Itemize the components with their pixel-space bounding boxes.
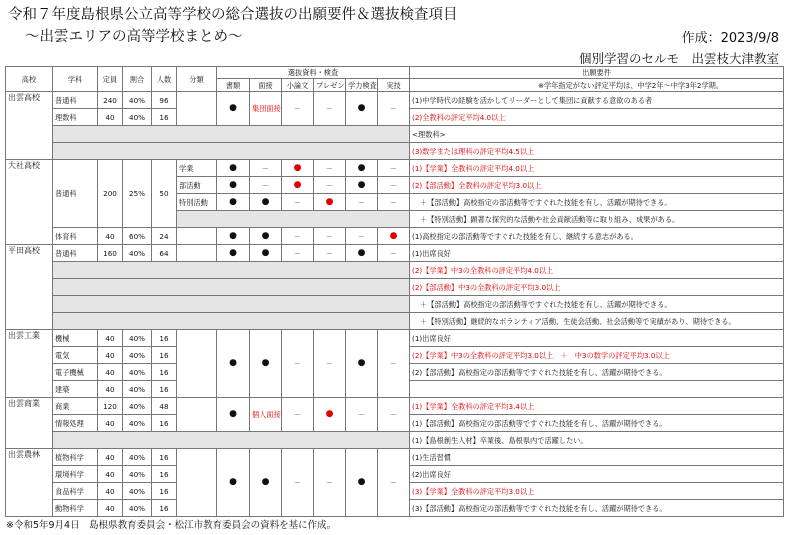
requirement-cell: (3)数学または理科の評定平均4.5以上 <box>410 143 784 160</box>
mark-cell: － <box>314 330 346 398</box>
capacity-cell: 40 <box>98 347 123 364</box>
course-cell: 体育科 <box>53 228 98 245</box>
blank-cell <box>53 279 410 296</box>
mark-cell: － <box>314 92 346 126</box>
requirement-cell: (1)【学業】全教科の評定平均3.4以上 <box>410 398 784 415</box>
category-cell: 学業 <box>177 160 217 177</box>
mark-cell: ● <box>346 177 378 194</box>
category-cell <box>177 92 217 126</box>
ratio-cell: 40% <box>123 109 152 126</box>
mark-cell: ● <box>217 398 250 432</box>
mark-cell: ● <box>282 160 314 177</box>
table-row <box>6 279 784 296</box>
mark-cell: － <box>282 330 314 398</box>
course-cell: 電気 <box>53 347 98 364</box>
requirement-cell: (2)【部活動】高校指定の部活動等ですぐれた技能を有し、活躍が期待できる。 <box>410 364 784 381</box>
school-cell: 出雲商業 <box>6 398 53 449</box>
requirement-cell: (1)出席良好 <box>410 245 784 262</box>
category-cell: 部活動 <box>177 177 217 194</box>
requirement-cell <box>410 347 784 364</box>
table-row <box>6 313 784 330</box>
mark-cell: ● <box>217 92 250 126</box>
course-cell: 動物科学 <box>53 500 98 517</box>
school-cell: 出雲農林 <box>6 449 53 517</box>
table-row <box>6 143 784 160</box>
mark-cell: － <box>346 228 378 245</box>
ratio-cell: 40% <box>123 347 152 364</box>
capacity-cell: 40 <box>98 466 123 483</box>
header-practical: 実技 <box>378 79 410 92</box>
people-cell: 16 <box>152 381 177 398</box>
mark-cell: － <box>378 398 410 432</box>
requirement-cell: (1)生活習慣 <box>410 449 784 466</box>
mark-cell: ● <box>217 194 250 211</box>
blank-cell <box>53 313 410 330</box>
mark-cell: ● <box>314 194 346 211</box>
mark-cell: ● <box>346 245 378 262</box>
requirement-text: (2)【学業】中3の全教科の評定平均3.0以上 <box>412 350 554 360</box>
ratio-cell: 40% <box>123 483 152 500</box>
mark-cell: ● <box>250 245 282 262</box>
mark-cell: ● <box>346 92 378 126</box>
mark-cell: ● <box>217 330 250 398</box>
category-cell <box>177 398 217 432</box>
requirement-cell: (3)【学業】全教科の評定平均3.0以上 <box>410 483 784 500</box>
course-cell: 商業 <box>53 398 98 415</box>
header-requirements: 出願要件 <box>410 67 784 79</box>
mark-cell: ● <box>250 194 282 211</box>
capacity-cell: 240 <box>98 92 123 109</box>
mark-cell: － <box>314 160 346 177</box>
mark-cell: － <box>346 398 378 432</box>
capacity-cell: 40 <box>98 500 123 517</box>
requirement-cell: (1)中学時代の経験を活かしてリーダーとして集団に貢献する意欲のある者 <box>410 92 784 109</box>
ratio-cell: 40% <box>123 364 152 381</box>
course-cell: 情報処理 <box>53 415 98 432</box>
requirement-cell: (1)高校指定の部活動等ですぐれた技能を有し、継続する意志がある。 <box>410 228 784 245</box>
mark-cell: － <box>378 92 410 126</box>
requirement-cell: ＋【部活動】高校指定の部活動等ですぐれた技能を有し、活躍が期待できる。 <box>410 296 784 313</box>
mark-cell: － <box>250 160 282 177</box>
capacity-cell: 40 <box>98 483 123 500</box>
page-subtitle: ～出雲エリアの高等学校まとめ～ <box>25 29 243 45</box>
table-row <box>6 160 784 177</box>
mark-cell: － <box>282 194 314 211</box>
ratio-cell: 40% <box>123 415 152 432</box>
mark-cell: － <box>378 160 410 177</box>
table-row <box>6 228 784 245</box>
mark-cell: － <box>314 449 346 517</box>
blank-cell <box>53 262 410 279</box>
mark-cell: ● <box>346 330 378 398</box>
requirement-cell: (1)【島根創生人材】卒業後、島根県内で活躍したい。 <box>410 432 784 449</box>
capacity-cell: 40 <box>98 109 123 126</box>
course-cell: 理数科 <box>53 109 98 126</box>
people-cell: 64 <box>152 245 177 262</box>
page-title: 令和７年度島根県公立高等学校の総合選抜の出願要件＆選抜検査項目 <box>8 7 458 23</box>
school-name: 個別学習のセルモ 出雲枝大津教室 <box>578 51 779 66</box>
mark-cell: ● <box>250 449 282 517</box>
header-documents: 書類 <box>217 79 250 92</box>
requirement-text: ＋ 中3の数学の評定平均3.0以上 <box>560 350 670 360</box>
people-cell: 16 <box>152 466 177 483</box>
mark-cell: ● <box>314 398 346 432</box>
table-row <box>6 398 784 415</box>
table-row <box>6 296 784 313</box>
header-people: 人数 <box>152 67 177 92</box>
mark-cell: ● <box>217 245 250 262</box>
capacity-cell: 120 <box>98 398 123 415</box>
blank-cell <box>53 296 410 313</box>
header-essay: 小論文 <box>282 79 314 92</box>
table-row <box>6 449 784 466</box>
mark-cell: ● <box>217 228 250 245</box>
ratio-cell: 40% <box>123 330 152 347</box>
header-capacity: 定員 <box>98 67 123 92</box>
blank-cell <box>53 432 410 449</box>
requirement-cell: (1)【部活動】高校指定の部活動等ですぐれた技能を有し、活躍が期待できる。 <box>410 415 784 432</box>
requirement-cell: ＋【特別活動】顕著な探究的な活動や社会貢献活動等に取り組み、成果がある。 <box>410 211 784 228</box>
ratio-cell: 40% <box>123 500 152 517</box>
mark-cell: ● <box>346 449 378 517</box>
category-cell <box>177 449 217 517</box>
mark-cell: ● <box>217 160 250 177</box>
course-cell: 植物科学 <box>53 449 98 466</box>
requirement-cell: (2)出席良好 <box>410 466 784 483</box>
header-school: 高校 <box>6 67 53 92</box>
ratio-cell: 40% <box>123 92 152 109</box>
mark-cell: ● <box>250 330 282 398</box>
mark-cell: － <box>314 228 346 245</box>
mark-cell: － <box>378 177 410 194</box>
ratio-cell: 40% <box>123 398 152 415</box>
mark-cell: － <box>250 177 282 194</box>
requirement-cell: (3)【部活動】高校指定の部活動等ですぐれた技能を有し、活躍が期待できる。 <box>410 500 784 517</box>
requirement-cell: (2)【部活動】全教科の評定平均3.0以上 <box>410 177 784 194</box>
mark-cell: － <box>378 245 410 262</box>
mark-cell: ● <box>217 449 250 517</box>
people-cell: 16 <box>152 500 177 517</box>
category-cell <box>177 245 217 262</box>
header-course: 学科 <box>53 67 98 92</box>
mark-cell: ● <box>346 160 378 177</box>
mark-cell: － <box>282 92 314 126</box>
capacity-cell: 40 <box>98 330 123 347</box>
ratio-cell: 25% <box>123 160 152 228</box>
header-selection: 選抜資料・検査 <box>217 67 410 79</box>
header-presentation: プレゼン <box>314 79 346 92</box>
course-cell: 普通科 <box>53 245 98 262</box>
requirement-cell: (2)全教科の評定平均4.0以上 <box>410 109 784 126</box>
mark-cell: － <box>378 449 410 517</box>
header-req-note: ※学年指定がない評定平均は、中学2年～中学3年2学期。 <box>410 79 784 92</box>
mark-cell: － <box>346 194 378 211</box>
ratio-cell: 60% <box>123 228 152 245</box>
school-cell: 出雲工業 <box>6 330 53 398</box>
course-cell: 環境科学 <box>53 466 98 483</box>
people-cell: 16 <box>152 364 177 381</box>
course-cell: 機械 <box>53 330 98 347</box>
mark-cell: ● <box>250 228 282 245</box>
capacity-cell: 40 <box>98 364 123 381</box>
people-cell: 48 <box>152 398 177 415</box>
interview-cell: 個人面接 <box>250 398 282 432</box>
requirement-cell: <理数科> <box>410 126 784 143</box>
requirement-cell: (1)出席良好 <box>410 330 784 347</box>
mark-cell: － <box>282 398 314 432</box>
requirement-cell: ＋【特別活動】継続的なボランティア活動、生徒会活動、社会活動等で実績があり、期待できる。 <box>410 313 784 330</box>
header-ratio: 割合 <box>123 67 152 92</box>
blank-cell <box>177 211 410 228</box>
ratio-cell: 40% <box>123 245 152 262</box>
mark-cell: － <box>314 177 346 194</box>
requirement-cell: (1)【学業】全教科の評定平均4.0以上 <box>410 160 784 177</box>
people-cell: 16 <box>152 483 177 500</box>
requirement-cell: (2)【学業】中3の全教科の評定平均4.0以上 <box>410 262 784 279</box>
mark-cell: ● <box>378 228 410 245</box>
mark-cell: － <box>378 194 410 211</box>
header-academic: 学力検査 <box>346 79 378 92</box>
ratio-cell: 40% <box>123 466 152 483</box>
requirement-cell <box>410 381 784 398</box>
table-row <box>6 126 784 143</box>
school-cell: 平田高校 <box>6 245 53 330</box>
people-cell: 24 <box>152 228 177 245</box>
selection-table <box>5 66 784 517</box>
capacity-cell: 200 <box>98 160 123 228</box>
blank-cell <box>53 143 410 160</box>
people-cell: 50 <box>152 160 177 228</box>
table-row <box>6 262 784 279</box>
ratio-cell: 40% <box>123 449 152 466</box>
capacity-cell: 160 <box>98 245 123 262</box>
interview-cell: 集団面接 <box>250 92 282 126</box>
requirement-cell: (2)【部活動】中3の全教科の評定平均3.0以上 <box>410 279 784 296</box>
mark-cell: － <box>314 245 346 262</box>
people-cell: 16 <box>152 347 177 364</box>
ratio-cell: 40% <box>123 381 152 398</box>
table-row <box>6 92 784 109</box>
table-row <box>6 330 784 347</box>
category-cell <box>177 330 217 398</box>
mark-cell: － <box>282 449 314 517</box>
people-cell: 16 <box>152 330 177 347</box>
course-cell: 普通科 <box>53 160 98 228</box>
requirement-cell: ＋【部活動】高校指定の部活動等ですぐれた技能を有し、活躍が期待できる。 <box>410 194 784 211</box>
capacity-cell: 40 <box>98 415 123 432</box>
header-category: 分類 <box>177 67 217 92</box>
course-cell: 食品科学 <box>53 483 98 500</box>
school-cell: 大社高校 <box>6 160 53 245</box>
header-interview: 面接 <box>250 79 282 92</box>
blank-cell <box>53 126 410 143</box>
capacity-cell: 40 <box>98 228 123 245</box>
mark-cell: ● <box>217 177 250 194</box>
mark-cell: － <box>378 330 410 398</box>
header-row <box>6 67 784 79</box>
course-cell: 建築 <box>53 381 98 398</box>
course-cell: 普通科 <box>53 92 98 109</box>
school-cell: 出雲高校 <box>6 92 53 160</box>
mark-cell: － <box>282 245 314 262</box>
people-cell: 16 <box>152 415 177 432</box>
category-cell <box>177 228 217 245</box>
people-cell: 16 <box>152 449 177 466</box>
mark-cell: － <box>282 228 314 245</box>
people-cell: 16 <box>152 109 177 126</box>
course-cell: 電子機械 <box>53 364 98 381</box>
capacity-cell: 40 <box>98 449 123 466</box>
mark-cell: ● <box>282 177 314 194</box>
people-cell: 96 <box>152 92 177 109</box>
table-row <box>6 432 784 449</box>
capacity-cell: 40 <box>98 381 123 398</box>
created-date: 作成：2023/9/8 <box>681 31 779 46</box>
footnote: ※令和5年9月4日 島根県教育委員会・松江市教育委員会の資料を基に作成。 <box>6 520 337 531</box>
category-cell: 特別活動 <box>177 194 217 211</box>
table-row <box>6 245 784 262</box>
